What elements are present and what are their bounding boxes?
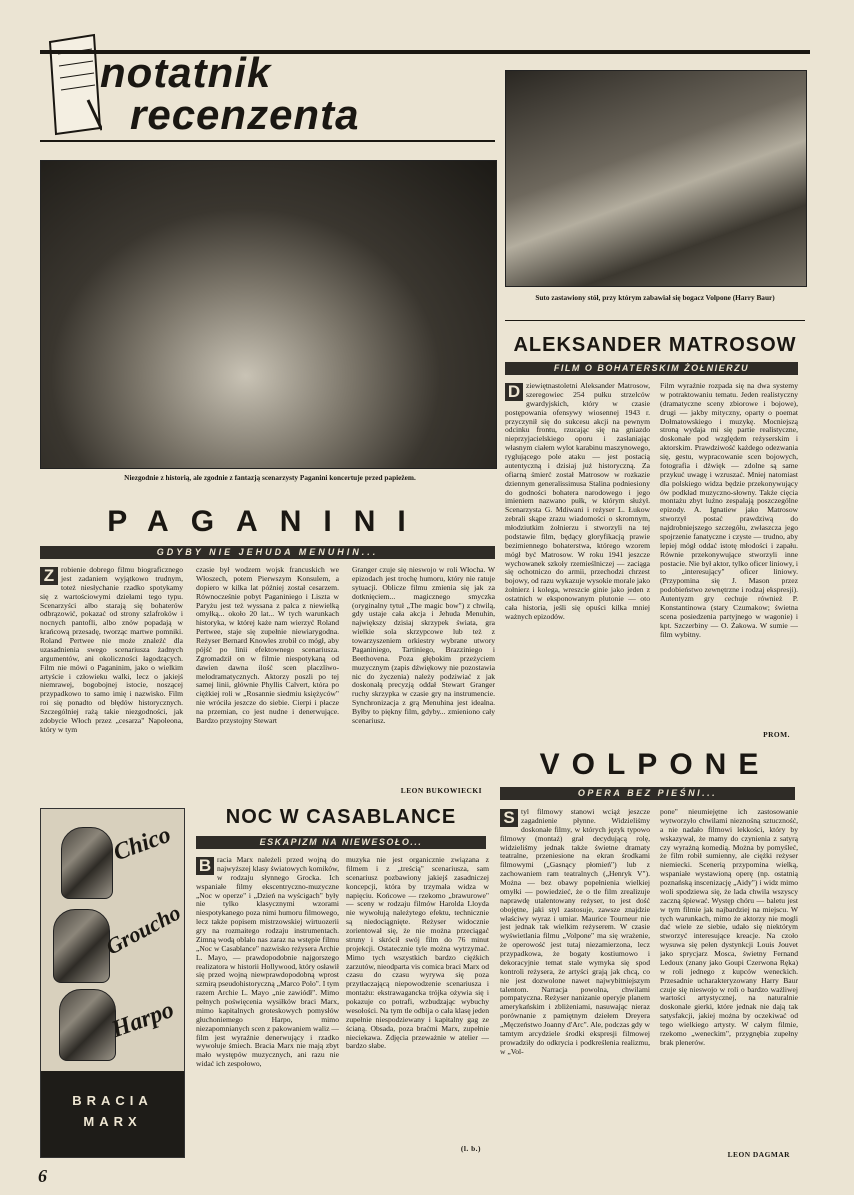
matrosow-signature: PROM. [763, 730, 790, 739]
page-number: 6 [38, 1166, 47, 1186]
poster-footer-block [41, 1071, 184, 1157]
paganini-concert-photo [40, 160, 497, 469]
casablanca-column-1 [196, 856, 339, 1156]
groucho-name: Groucho [101, 899, 185, 960]
paganini-text-3: Granger czuje się nieswojo w roli Włocha. W epizodach jest trochę humoru, który nie ratuje sytuacji. Oblicze filmu zmienia się jak za dotknięciem... magicznego smyczka (oryginalny tytuł „The magic bow") z chwilą, gdy ustaje cała akcja i Jehuda Menuhin, największy dzisiaj skrzypek świata, gra wielkie sola skrzypcowe lub też z towarzyszeniem orkiestry wybrane utwory Paganiniego, Tartiniego, Brazziniego i Beethovena. Poza głębokim przeżyciem muzycznym (zapis dźwiękowy nie pozostawia nic do życzenia) należy podziwiać z jak doskonałą precyzją oddał Stewart Granger ruchy skrzypka w czasie gry na instrumencie. Synchronizacja z grą Menuhina jest idealna. Byłby to piękny film, gdyby... zmieniono cały scenariusz. [352, 566, 495, 725]
matrosow-top-rule [505, 320, 805, 321]
harpo-name: Harpo [108, 996, 178, 1044]
paganini-photo-caption: Niezgodnie z historią, ale zgodnie z fantazją scenarzysty Paganini koncertuje przed papieżem. [124, 473, 416, 482]
volpone-text-1: tyl filmowy stanowi wciąż jeszcze zagadnienie płynne. Widzieliśmy doskonałe filmy, w których język typowo filmowy (montaż) grał decydującą rolę, widzieliśmy jednak także świetne dramaty teatralne, przeniesione na ekran środkami filmowymi („Gasnący płomień") lub z zachowaniem ram teatralnych („Henryk V"). Można — bez obawy popełnienia wielkiej omyłki — powiedzieć, że o tle film zrealizuje naprawdę utalentowany reżyser, to jest dość obojętne, jaki styl zastosuje, zawsze znajdzie właściwy wyraz i umiar. Maurice Tourneur nie jest jednak tak wielkim reżyserem. W czasie wyświetlania filmu „Volpone" ma się wrażenie, że operowość jest tutaj niezamierzona, lecz przypadkowa, że bogaty kostiumowo i dekoracyjnie temat stale wymyka się spod kontroli reżysera, że artyści grają jak chcą, co nie jest dozwolone nawet najwybitniejszym talentom. Narracja powolna, chwilami pompatyczna. Reżyser nanizanie operyje planem amerykańskim i zbliżeniami, nasuwając nieraz porównanie z pamiętnym dziełem Dreyera „Męczeństwo Joanny d'Arc". Ale, podczas gdy w tamtym arcydziele środki ekspresji filmowej prowadziły do odkrycia i podkreślenia realizmu, w „Vol- [500, 808, 650, 1056]
paganini-drop-cap: Z [40, 567, 58, 585]
paganini-column-1 [40, 566, 183, 798]
volpone-photo-caption: Suto zastawiony stół, przy którym zabawiał się bogacz Volpone (Harry Baur) [535, 293, 775, 302]
poster-footer-line1: BRACIA [72, 1093, 153, 1108]
casablanca-title: NOC W CASABLANCE [225, 806, 457, 828]
casablanca-column-2 [346, 856, 489, 1142]
volpone-text-2: pone" nieumiejętne ich zastosowanie wytworzyło chwilami nieznośną sztuczność, a nie nadało filmowi lekkości, który by wskazywał, że mamy do czynienia z satyrą czy wyrażną komedią. Można by pomyśleć, że film robił sumienny, ale ciężki reżyser niemiecki. Scenerią przypomina wielką, wspaniałe wystawioną operę (np. ostatnią poznańską inscenizację „Aidy") i widz mimo woli spodziewa się, że lada chwila wszyscy zaczną śpiewać. Występ chóru — baletu jest w tym filmie jak najbardziej na miejscu. W tych warunkach, mimo że aktorzy nie mogli dać wiele ze siebie, udało się niektórym stworzyć interesujące kreacje. Na czoło wysuwa się pełen dystynkcji Louis Jouvet jako sprycjarz Mosca, świetny Fernand Ledoux (znany jako Goupi Czerwona Ręka) w roli jednego z kupców weneckich. Przesadnie ucharakteryzowany Harry Baur czuje się nieswojo w roli o bardzo ważliwej wartości artystycznej, na naturalnie doskonale gierki, które jednak nie dają tak satysfakcji, jakiej można by oczekiwać od tego wielkiego artysty. W całym filmie, rzekomo „weneckim", przygnębia zupełny brak plenerów. [660, 808, 798, 1047]
matrosow-subtitle: FILM O BOHATERSKIM ŻOŁNIERZU [505, 362, 798, 375]
volpone-banquet-photo [505, 70, 807, 287]
matrosow-drop-cap: D [505, 383, 523, 401]
masthead-underline [40, 140, 495, 142]
paganini-column-3 [352, 566, 495, 788]
matrosow-text-2: Film wyraźnie rozpada się na dwa systemy w potraktowaniu tematu. Jeden realistyczny (dramatyczne sceny zbiorowe i bojowe), drugi — jakby mityczny, oparty o poemat Dołmatowskiego i muzykę. Mocniejszą stroną wydaja mi się partie realistyczne, doskonałe pod względem reżyserskim i aktorskim. Prawdziwość każdego odezwania się, gestu, wypracowanie scen bojowych, fotografia i dźwięk — zdolne są same przykuć uwagę i wzruszać. Mniej natomiast dla polskiego widza będzie przekonywujący ów podkład muzyczno-słowny. Także cięcia montażu zbyt luźno zespalają poszczególne epizody. A. Ignatiew jako Matrosow stworzył postać prawdziwą do najdrobniejszego szczegółu, zwłaszcza jego spojrzenie fanatyczne i czyste — trudno, aby lepiej mógł oddać istotę młodości i zapału. Równie przekonywujące stworzyli inne postacie. Nie był aktor, tylko oficer liniowy, i to „interesujący" oficer liniowy. (Przypomina się J. Mason przez podobieństwo zewnętrzne i rodzaj ekspresji). Autentyzm gry cechuje również P. Konstantinowa (stary Czumakow; świetna scena posiedzenia partyjnego w wagonie) i kpt. Szczerbiny — O. Żakowa. W sumie — film wybitny. [660, 382, 798, 639]
matrosow-column-2 [660, 382, 798, 730]
volpone-signature: LEON DAGMAR [727, 1150, 790, 1159]
harpo-portrait [59, 989, 116, 1061]
poster-footer-line2: MARX [83, 1114, 142, 1129]
volpone-title: VOLPONE [539, 748, 771, 781]
paganini-signature: LEON BUKOWIECKI [400, 786, 482, 795]
matrosow-title: ALEKSANDER MATROSOW [513, 334, 797, 356]
casablanca-signature: (l. b.) [460, 1144, 481, 1153]
masthead-notebook-icon [42, 30, 102, 140]
paganini-subtitle: GDYBY NIE JEHUDA MENUHIN... [40, 546, 495, 559]
paganini-text-2: czasie był wodzem wojsk francuskich we Włoszech, potem Pierwszym Konsulem, a dopiero w kilka lat później został cesarzem. Równocześnie pobyt Paganiniego i Liszta w Paryżu jest też wyssana z palca z niewielką omyłką... około 20 lat... W tych warunkach historyka, w której każe nam wierzyć Roland Pertwee, staje się zupełnie niewiarygodna. Reżyser Bernard Knowles zrobił co mógł, aby pójść po linii efektownego scenariusza. Zgromadził on w filmie niespotykaną od dawien dawna ilość scen placzliwo-melodramatycznych. Aktorzy poszli po tej samej linii, głównie Phyllis Calvert, która po ciężkiej roli w „Rosannie siedmiu księżyców" nie wróciła jeszcze do siebie. Cierpi i płacze na przemian, co jest nudne i denerwujące. Bardzo przystojny Stewart [196, 566, 339, 725]
matrosow-text-1: ziewiętnastoletni Aleksander Matrosow, szeregowiec 254 pułku strzelców gwardyjskich, który w czasie postępowania ofensywy wiosennej 1943 r. przyczynił się do sukcesu akcji na pewnym odcinku frontu, rzucając się na gniazdo nieprzyjacielskiego oporu i zasłaniając własnym ciałem wylot karabinu maszynowego, ryglującego pole ataku — jest postacią autentyczną i dzisiaj już historyczną. Za ofiarną śmierć został Matrosow w rozkazie dziennym generalissimusa Stalina podniesiony do godności bohatera narodowego i jego imieniem nazwano pułk, w którym służył. Scenarzysta G. Mdiwani i reżyser L. Łukow zebrali skąpe zrazu wiadomości o skromnym, młodziutkim żołnierzu i stworzyli na tej podstawie film, będący gloryfikacją prawie bezimiennego bohaterstwa, którego wzorem mógł być Matrosow. W roku 1941 jeszcze wychowanek szkoły rzemieślniczej — zaciąga się ochotniczo do armii, przechodzi chrzest bojowy, od razu wykazuje wysokie morale jako żołnierz i kolega, wreszcie ginie jako jeden z ostatnich w eksponowanym plutonie — oto cała historia, jeśli się opuści kilka mniej ważnych epizodów. [505, 382, 650, 621]
matrosow-column-1 [505, 382, 650, 742]
groucho-portrait [53, 909, 110, 983]
casablanca-text-1: racia Marx należeli przed wojną do najwyższej klasy światowych komików, w rodzaju słynnego Grocka. Ich wspaniałe filmy ekscentryczno-muzyczne „Noc w operze" i „Dzień na wyścigach" były nie tylko klasycznymi wzorami niespotykanego poza nimi humoru filmowego, lecz także popisem mistrzowskiej wirtuozerii gry na rozmaitego rodzaju instrumentach. Zimną wodą oblało nas zaraz na wstępie filmu „Noc w Casablance" nazwisko reżysera Archie L. Mayo, — prawdopodobnie najgorszego realizatora w historii Hollywood, który osławił się przed wojną niewprawdopodobną wprost szmirą pseudohistoryczną „Marco Polo". I tym razem Archie L. Mayo „nie zawiódł". Mimo pełnych poświęcenia wysiłków braci Marx, mimo kapitalnych groteskowych pomysłów głuchoniemego Harpo, mimo niezapomnianych scen z pakowaniem waliz — film jest wyraźnie denerwujący i rzadko wywołuje śmiech. Bracia Marx nie mają zbyt mało występów muzycznych, ani razu nie widać ich zespołowo, [196, 856, 339, 1069]
paganini-title: PAGANINI [107, 505, 428, 538]
volpone-drop-cap: S [500, 809, 518, 827]
marx-brothers-poster [40, 808, 185, 1158]
paganini-text-1: robienie dobrego filmu biograficznego jest zadaniem wyjątkowo trudnym, toteż niesłychanie rzadko spotykamy się z wartościowymi dziełami tego typu. Scenarzyści albo starają się bohaterów odbrązowić, pokazać od strony szlafroków i nocnych pantofli, albo znów popadają w krańcową przesadę, tworząc martwe pomniki. Roland Pertwee nie może znaleźć dla uzasadnienia swego scenariusza żadnych argumentów, ani okoliczności łagodzących. Film nie mówi o Paganinim, jako o wielkim artyście i człowieku walki, lecz o jakiejś niemrawej, bogobojnej istocie, noszącej przypadkowo to samo imię i nazwisko. Film roi się ponadto od błędów historycznych. Szczególniej rażą takie niezgodności, jak zdobycie Włoch przez „cesarza" Napoleona, który w tym [40, 566, 183, 734]
chico-portrait [61, 827, 113, 899]
volpone-column-2 [660, 808, 798, 1151]
masthead-title-line2: recenzenta [130, 91, 360, 138]
casablanca-subtitle: ESKAPIZM NA NIEWESOŁO... [196, 836, 486, 849]
chico-name: Chico [110, 821, 175, 867]
volpone-subtitle: OPERA BEZ PIEŚNI... [500, 787, 795, 800]
paganini-column-2 [196, 566, 339, 798]
casablanca-drop-cap: B [196, 857, 214, 875]
masthead-title-line1: notatnik [100, 49, 272, 96]
volpone-column-1 [500, 808, 650, 1163]
casablanca-text-2: muzyka nie jest organicznie związana z filmem i z „treścią" scenariusza, sam scenariusz pozbawiony jakiejś zasadniczej koncepcji, która by trzymała widza w napięciu. Końcowe — rzekomo „brawurowe" — sceny w rodzaju filmów Harolda Lloyda nie wywołują należytego efektu, technicznie są niedociągnięte. Reżyser widocznie zorientował się, że nie można przeciągać struny i skrócił swój film do 76 minut projekcji. Ostatecznie tyle można wytrzymać. Mimo tych wszystkich bardzo ciężkich zarzutów, nieodparta vis comica braci Marx od czasu do czasu wyrywa się poza przytłaczającą niepowodzenie scenariusza i montażu: ekstrawagancka trójka ożywia się i pokazuje co potrafi, wzbudzając wybuchy wesołości. Na tym tle odbija o cała klasę jeden zupełnie niespodziewany i kapitalny gag ze ścianą. Obsada, poza braćmi Marx, zupełnie nieciekawa. Zdjęcia przeważnie w atelier — bardzo słabe. [346, 856, 489, 1051]
